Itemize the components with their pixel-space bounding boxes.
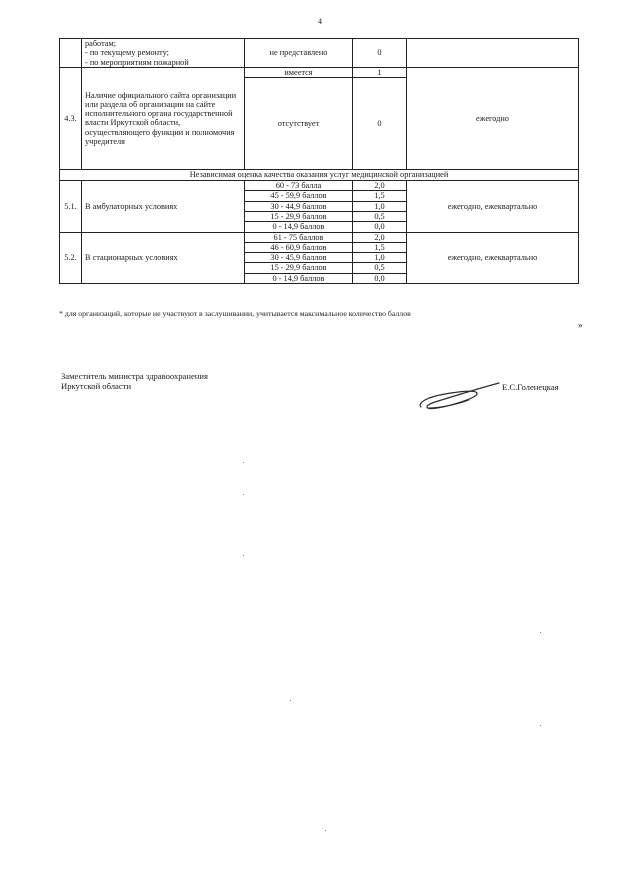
points-cell: 0 — [353, 78, 407, 170]
signatory-name: Е.С.Голенецкая — [502, 382, 559, 392]
points-cell: 1,0 — [353, 253, 407, 263]
row-number-cell — [60, 39, 82, 68]
criteria-table — [59, 38, 579, 284]
range-cell: 61 - 75 баллов — [245, 232, 353, 242]
criterion-name-cell: В амбулаторных условиях — [82, 181, 245, 232]
period-cell: ежегодно, ежеквартально — [407, 181, 579, 232]
table-row-4-3 — [60, 67, 579, 77]
row-number-cell: 4.3. — [60, 67, 82, 169]
range-cell: 15 - 29,9 баллов — [245, 263, 353, 273]
points-cell: 1,5 — [353, 191, 407, 201]
points-cell: 1 — [353, 67, 407, 77]
row-number-cell: 5.1. — [60, 181, 82, 232]
closing-quote: » — [578, 320, 583, 330]
scan-speck — [325, 830, 326, 831]
range-cell: 30 - 45,9 баллов — [245, 253, 353, 263]
points-cell: 0,5 — [353, 211, 407, 221]
signatory-role-line: Иркутской области — [61, 381, 132, 392]
page-number: 4 — [318, 17, 322, 26]
criterion-line: работам; — [85, 39, 117, 48]
range-cell: 46 - 60,9 баллов — [245, 242, 353, 252]
handwritten-signature — [415, 381, 501, 413]
row-number-cell: 5.2. — [60, 232, 82, 283]
scan-speck — [290, 700, 291, 701]
section-header-row — [60, 170, 579, 181]
range-cell: 0 - 14,9 баллов — [245, 222, 353, 232]
signatory-role-line: Заместитель министра здравоохранения — [61, 371, 208, 381]
range-cell: 30 - 44,9 баллов — [245, 201, 353, 211]
criterion-line: - по мероприятиям пожарной — [85, 57, 189, 67]
scan-speck — [243, 494, 244, 495]
section-title: Независимая оценка качества оказания услуг медицинской организацией — [60, 170, 579, 181]
table-row-5-2 — [60, 232, 579, 242]
period-cell: ежегодно — [407, 67, 579, 169]
points-cell: 1,0 — [353, 201, 407, 211]
criterion-line: - по текущему ремонту; — [85, 48, 169, 58]
scan-speck — [540, 725, 541, 726]
criterion-name-cell: Наличие официального сайта организации или раздела об организации на сайте исполнительного органа государственной власти Иркутской области, осуществляющего функции и полномочия учредителя — [82, 67, 245, 169]
points-cell: 0,5 — [353, 263, 407, 273]
points-cell: 2,0 — [353, 232, 407, 242]
value-cell: отсутствует — [245, 78, 353, 170]
criterion-name-cell — [82, 39, 245, 68]
points-cell: 2,0 — [353, 181, 407, 191]
table-row-4-2-continued — [60, 39, 579, 68]
period-cell: ежегодно, ежеквартально — [407, 232, 579, 283]
period-cell — [407, 39, 579, 68]
points-cell: 0,0 — [353, 222, 407, 232]
value-cell: имеется — [245, 67, 353, 77]
table-row-5-1 — [60, 181, 579, 191]
footnote: * для организаций, которые не участвуют в заслушивании, учитывается максимальное количество баллов — [59, 309, 411, 318]
points-cell: 1,5 — [353, 242, 407, 252]
scan-speck — [243, 462, 244, 463]
signatory-role — [61, 371, 208, 391]
criterion-name-cell: В стационарных условиях — [82, 232, 245, 283]
scan-speck — [540, 632, 541, 633]
points-cell: 0,0 — [353, 273, 407, 283]
range-cell: 0 - 14,9 баллов — [245, 273, 353, 283]
range-cell: 45 - 59,9 баллов — [245, 191, 353, 201]
range-cell: 60 - 73 балла — [245, 181, 353, 191]
points-cell: 0 — [353, 39, 407, 68]
scan-speck — [243, 555, 244, 556]
value-cell: не представлено — [245, 39, 353, 68]
range-cell: 15 - 29,9 баллов — [245, 211, 353, 221]
